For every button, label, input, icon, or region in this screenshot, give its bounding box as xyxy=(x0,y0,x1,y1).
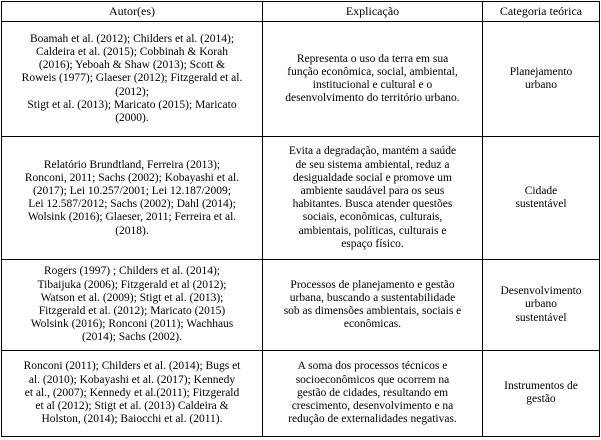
category-cell-line: Cidade xyxy=(524,184,558,197)
category-cell xyxy=(483,22,600,137)
authors-cell-line: Fitzgerald et al. (2012); Maricato (2015) xyxy=(38,305,226,317)
category-cell-line: urbano xyxy=(525,298,557,311)
authors-cell-line: Relatório Brundtland, Ferreira (2013); xyxy=(43,158,221,171)
authors-cell-line: Lei 12.587/2012; Sachs (2002); Dahl (2014); xyxy=(28,198,236,211)
explanation-cell-line: desigualdade social e promove um xyxy=(292,171,453,184)
authors-cell-line: Ronconi (2011); Childers et al. (2014); Bugs et xyxy=(23,360,241,373)
authors-cell-line: Tibaijuka (2006); Fitzgerald et al (2012); xyxy=(37,278,227,291)
authors-cell-line: (2016); Yeboah & Shaw (2013); Scott & xyxy=(38,59,226,72)
authors-cell xyxy=(2,260,263,350)
explanation-cell xyxy=(263,350,483,436)
authors-cell-line: et al (2012); Stigt et al. (2013) Caldeira & xyxy=(35,399,229,412)
explanation-cell-line: função econômica, social, ambiental, xyxy=(287,65,458,78)
authors-cell-line: Ronconi, 2011; Sachs (2002); Kobayashi et al. xyxy=(24,171,240,184)
table-row xyxy=(2,350,600,436)
explanation-cell-line: desenvolvimento do território urbano. xyxy=(285,92,460,105)
explanation-cell-line: redução de externalidades negativas. xyxy=(288,413,457,426)
authors-cell-line: Wolsink (2016); Ronconi (2011); Wachhaus xyxy=(30,318,234,331)
explanation-cell-line: socioeconômicos que ocorrem na xyxy=(295,373,450,386)
authors-cell-line: Caldeira et al. (2015); Cobbinah & Korah xyxy=(36,46,228,59)
category-cell-line: sustentável xyxy=(515,311,567,324)
authors-cell-line: al. (2010); Kobayashi et al. (2017); Kennedy xyxy=(28,373,236,386)
authors-cell-line: (2018). xyxy=(115,224,149,237)
authors-cell-line: et al., (2007); Kennedy et al.(2011); Fitzgerald xyxy=(24,386,240,399)
authors-cell xyxy=(2,137,263,260)
header-category: Categoria teórica xyxy=(483,2,600,22)
authors-cell-line: Rogers (1997) ; Childers et al. (2014); xyxy=(44,265,220,278)
authors-cell-line: Holston, (2014); Baiocchi et al. (2011). xyxy=(41,413,223,426)
authors-cell-line: (2000). xyxy=(115,112,149,125)
explanation-cell-line: urbana, buscando a sustentabilidade xyxy=(289,291,456,304)
authors-cell-line: Stigt et al. (2013); Maricato (2015); Maricato xyxy=(27,98,237,111)
category-cell-line: Desenvolvimento xyxy=(500,285,582,298)
table-row xyxy=(2,22,600,137)
authors-cell-line: (2012); xyxy=(115,85,149,98)
authors-cell xyxy=(2,22,263,137)
explanation-cell-line: sob as dimensões ambientais, sociais e xyxy=(283,305,462,317)
explanation-cell xyxy=(263,260,483,350)
authors-cell xyxy=(2,350,263,436)
explanation-cell-line: habitantes. Busca atender questões xyxy=(292,198,453,211)
explanation-cell-line: Processos de planejamento e gestão xyxy=(290,278,455,291)
explanation-cell-line: A soma dos processos técnicos e xyxy=(297,360,448,373)
category-cell xyxy=(483,350,600,436)
table-row xyxy=(2,260,600,350)
authors-cell-line: (2017); Lei 10.257/2001; Lei 12.187/2009; xyxy=(32,184,232,197)
authors-cell-line: Roweis (1977); Glaeser (2012); Fitzgerald et al. xyxy=(21,72,243,85)
category-cell-line: Instrumentos de xyxy=(504,380,578,393)
explanation-cell-line: Evita a degradação, mantém a saúde xyxy=(288,145,457,158)
category-cell-line: Planejamento xyxy=(509,65,573,78)
table-row xyxy=(2,137,600,260)
header-authors: Autor(es) xyxy=(2,2,263,22)
authors-cell-line: Watson et al. (2009); Stigt et al. (2013); xyxy=(40,291,224,304)
category-cell-line: sustentável xyxy=(515,198,567,211)
explanation-cell-line: Representa o uso da terra em sua xyxy=(296,52,449,65)
category-cell-line: urbano xyxy=(525,79,557,92)
explanation-cell-line: ambientais, políticas, culturais e xyxy=(298,224,447,237)
category-cell-line: gestão xyxy=(526,393,556,406)
explanation-cell-line: de seu sistema ambiental, reduz a xyxy=(295,158,450,171)
explanation-cell-line: espaço físico. xyxy=(341,237,404,250)
literature-table xyxy=(1,1,600,437)
explanation-cell-line: econômicas. xyxy=(343,318,402,331)
explanation-cell xyxy=(263,137,483,260)
authors-cell-line: Wolsink (2016); Glaeser, 2011; Ferreira et al. xyxy=(27,211,237,224)
authors-cell-line: Boamah et al. (2012); Childers et al. (2014); xyxy=(29,32,235,45)
explanation-cell-line: crescimento, desenvolvimento e na xyxy=(291,399,454,412)
category-cell xyxy=(483,137,600,260)
category-cell xyxy=(483,260,600,350)
header-row xyxy=(2,2,600,22)
explanation-cell-line: institucional e cultural e o xyxy=(312,79,433,92)
explanation-cell-line: gestão de cidades, resultando em xyxy=(296,386,449,399)
header-explanation: Explicação xyxy=(263,2,483,22)
explanation-cell xyxy=(263,22,483,137)
explanation-cell-line: ambiente saudável para os seus xyxy=(300,184,445,197)
authors-cell-line: (2014); Sachs (2002). xyxy=(82,331,182,344)
explanation-cell-line: sociais, econômicas, culturais, xyxy=(302,211,443,224)
